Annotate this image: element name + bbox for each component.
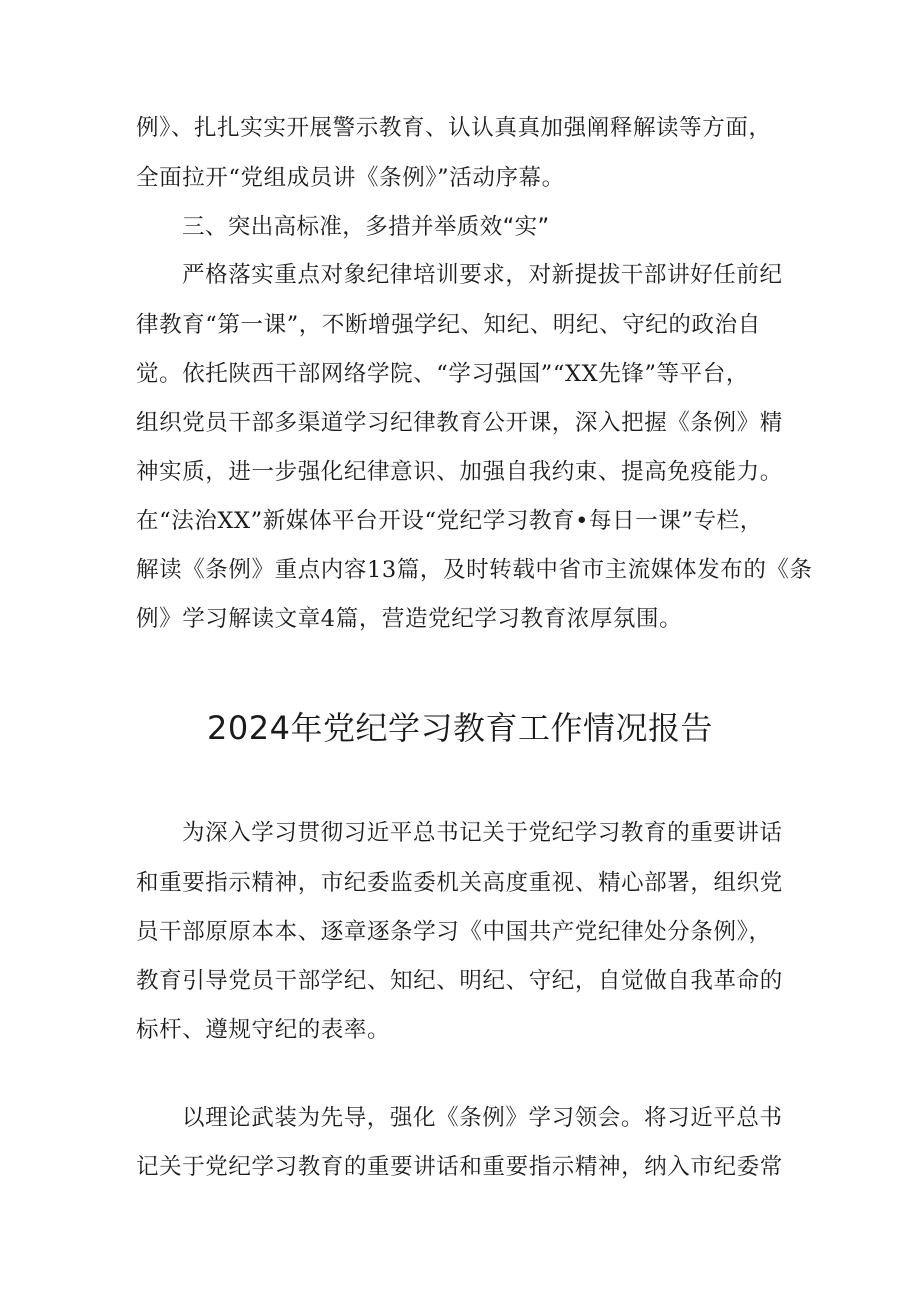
body-line: 员干部原原本本、逐章逐条学习《中国共产党纪律处分条例》，: [136, 919, 772, 945]
body-line: 以理论武装为先导，强化《条例》学习领会。将习近平总书: [182, 1105, 783, 1131]
body-line: 律教育“第一课”，不断增强学纪、知纪、明纪、守纪的政治自: [136, 312, 761, 338]
body-line: 例》、扎扎实实开展警示教育、认认真真加强阐释解读等方面，: [136, 115, 772, 141]
body-line: 解读《条例》重点内容13篇，及时转载中省市主流媒体发布的《条: [136, 557, 813, 583]
body-line: 和重要指示精神，市纪委监委机关高度重视、精心部署，组织党: [136, 870, 783, 896]
body-line: 在“法治XX”新媒体平台开设“党纪学习教育•每日一课”专栏，: [136, 508, 763, 534]
body-line: 觉。依托陕西干部网络学院、“学习强国”“XX先锋”等平台，: [136, 361, 749, 387]
report-title: 2024年党纪学习教育工作情况报告: [207, 709, 713, 747]
body-line: 为深入学习贯彻习近平总书记关于党纪学习教育的重要讲话: [182, 820, 783, 846]
body-line: 例》学习解读文章4篇，营造党纪学习教育浓厚氛围。: [136, 606, 683, 632]
body-line: 记关于党纪学习教育的重要讲话和重要指示精神，纳入市纪委常: [136, 1154, 783, 1180]
body-line: 严格落实重点对象纪律培训要求，对新提拔干部讲好任前纪: [182, 262, 783, 288]
body-line: 教育引导党员干部学纪、知纪、明纪、守纪，自觉做自我革命的: [136, 968, 783, 994]
body-line: 全面拉开“党组成员讲《条例》”活动序幕。: [136, 165, 565, 191]
section-heading: 三、突出高标准，多措并举质效“实”: [182, 214, 550, 240]
body-line: 神实质，进一步强化纪律意识、加强自我约束、提高免疫能力。: [136, 459, 783, 485]
body-line: 组织党员干部多渠道学习纪律教育公开课，深入把握《条例》精: [136, 410, 783, 436]
body-line: 标杆、遵规守纪的表率。: [136, 1017, 391, 1043]
